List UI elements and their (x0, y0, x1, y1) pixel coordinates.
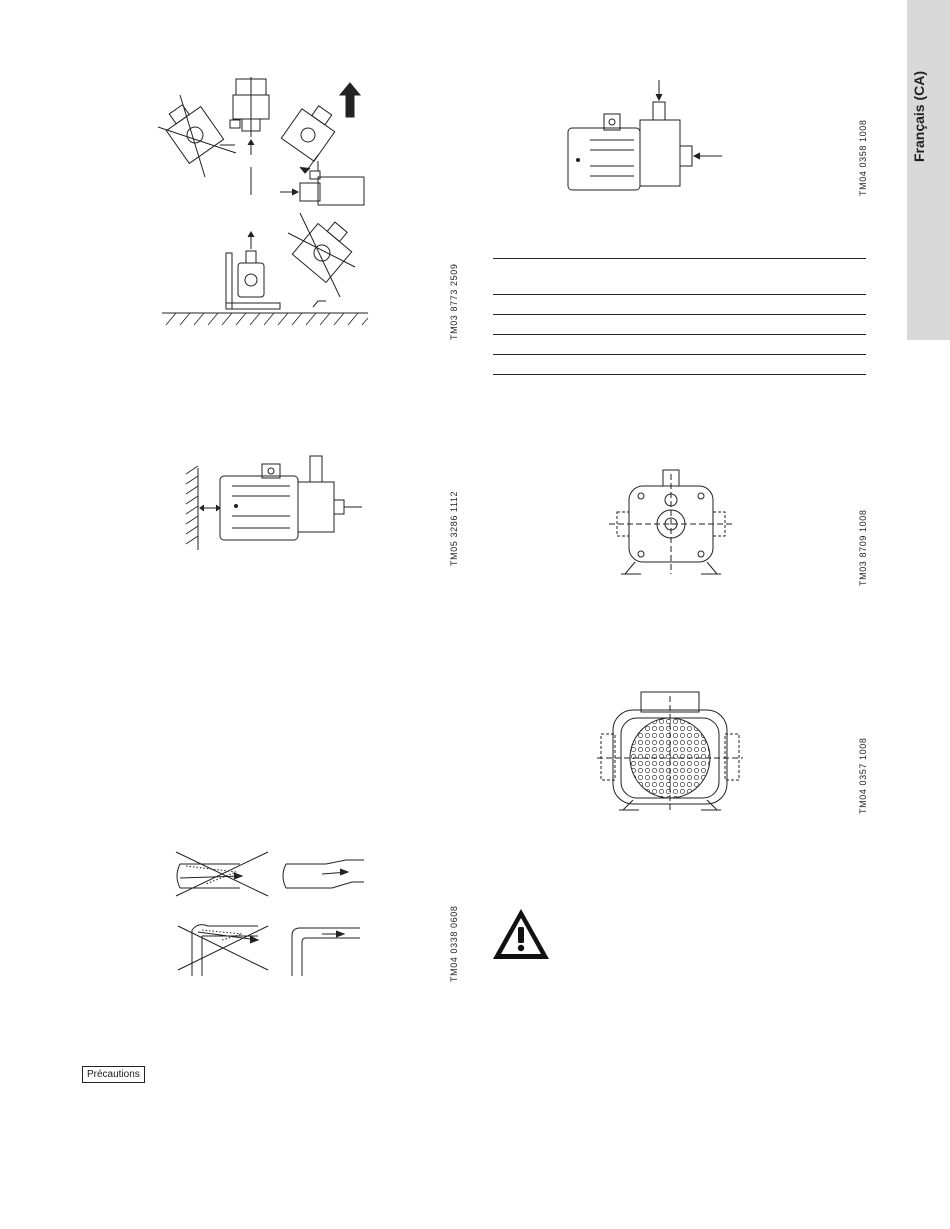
table-row (493, 295, 866, 315)
table-header-row (493, 259, 866, 295)
language-tab-label: Français (CA) (911, 70, 927, 162)
fig-rear-view (595, 690, 745, 815)
precautions-label: Précautions (82, 1066, 145, 1083)
table-row (493, 335, 866, 355)
fig-pipe-connections (172, 850, 372, 980)
warning-triangle-icon (491, 907, 551, 961)
figure-code: TM04 0338 0608 (449, 905, 459, 982)
figure-code: TM03 8773 2509 (449, 263, 459, 340)
figure-code: TM03 8709 1008 (858, 509, 868, 586)
fig-mounting-positions (150, 75, 380, 330)
table-row (493, 315, 866, 335)
language-side-tab (907, 0, 950, 340)
fig-front-view (605, 470, 735, 580)
spec-table (493, 258, 866, 375)
fig-wall-clearance (180, 450, 370, 555)
figure-code: TM05 3286 1112 (449, 490, 459, 566)
table-row (493, 355, 866, 375)
figure-code: TM04 0357 1008 (858, 737, 868, 814)
fig-inlet-outlet (560, 80, 730, 200)
figure-code: TM04 0358 1008 (858, 119, 868, 196)
